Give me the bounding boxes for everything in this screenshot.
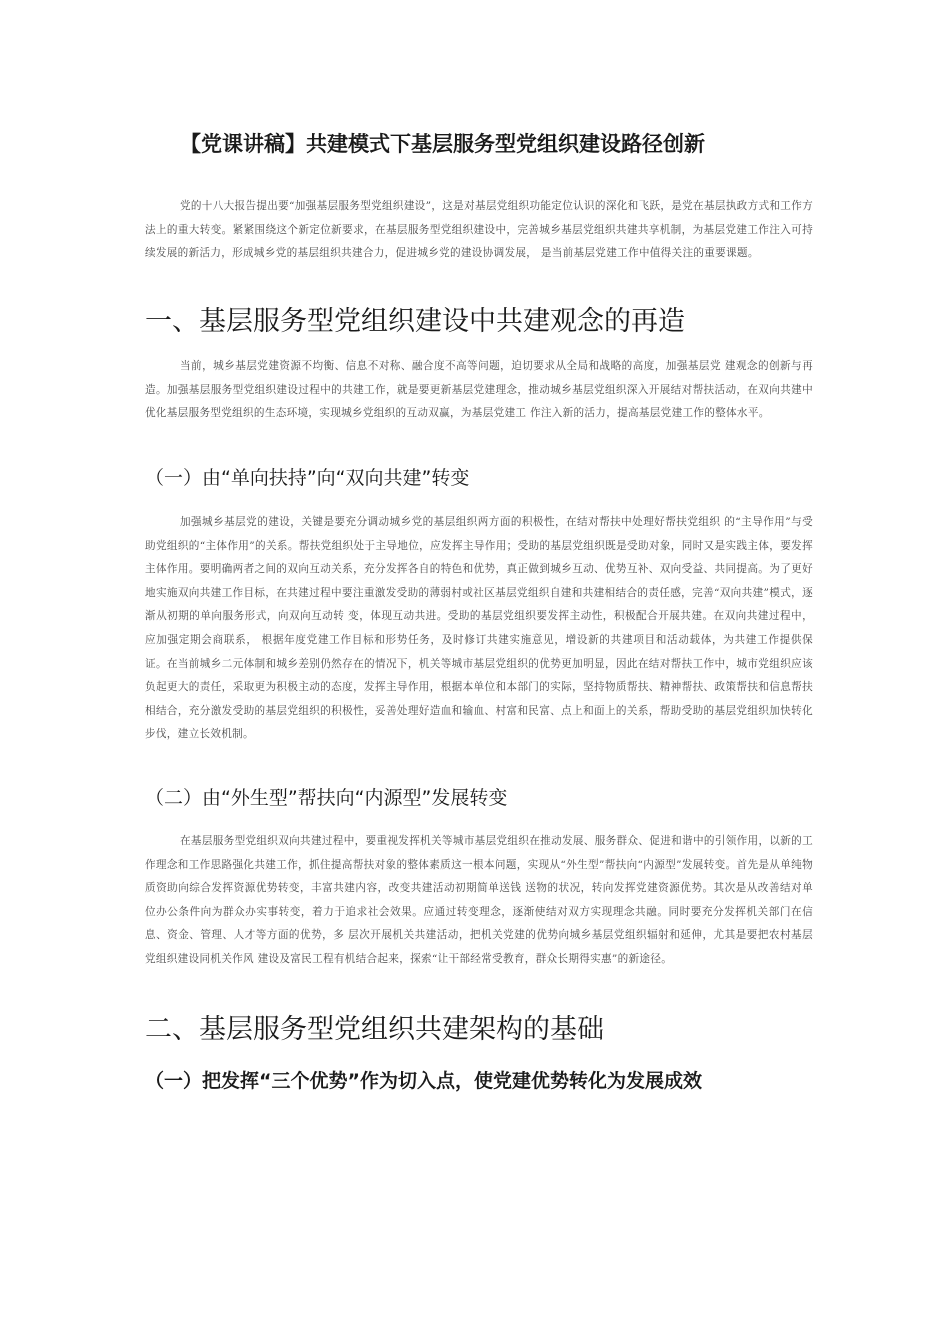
- section-1-subsection-2-heading: （二）由“外生型”帮扶向“内源型”发展转变: [145, 787, 508, 809]
- section-1-subsection-1-paragraph: 加强城乡基层党的建设，关键是要充分调动城乡党的基层组织两方面的积极性，在结对帮扶中处理好帮扶党组织 的“主导作用”与受助党组织的“主体作用”的关系。帮扶党组织处于主导地位，应发挥主导作用；受助的基层党组织既是受助对象，同时又是实践主体，要发挥主体作用。要明确两者之间的双向互动关系，充分发挥各自的特色和优势，真正做到城乡互动、优势互补、双向受益、共同提高。为了更好地实施双向共建工作目标，在共建过程中要注重激发受助的薄弱村或社区基层党组织自建和共建相结合的责任感，完善“双向共建”模式，逐渐从初期的单向服务形式，向双向互动转 变，体现互动共进。受助的基层党组织要发挥主动性，积极配合开展共建。在双向共建过程中，应加强定期会商联系， 根据年度党建工作目标和形势任务，及时修订共建实施意见，增设新的共建项目和活动载体，为共建工作提供保证。在当前城乡二元体制和城乡差别仍然存在的情况下，机关等城市基层党组织的优势更加明显，因此在结对帮扶工作中，城市党组织应该负起更大的责任，采取更为积极主动的态度，发挥主导作用，根据本单位和本部门的实际，坚持物质帮扶、精神帮扶、政策帮扶和信息帮扶相结合，充分激发受助的基层党组织的积极性，妥善处理好造血和输血、村富和民富、点上和面上的关系，帮助受助的基层党组织加快转化步伐，建立长效机制。: [145, 516, 813, 741]
- document-title: 【党课讲稿】共建模式下基层服务型党组织建设路径创新: [180, 132, 705, 156]
- section-2-subsection-1-heading: （一）把发挥“三个优势”作为切入点，使党建优势转化为发展成效: [145, 1070, 702, 1092]
- intro-paragraph: 党的十八大报告提出要“加强基层服务型党组织建设”，这是对基层党组织功能定位认识的深化和飞跃，是党在基层执政方式和工作方法上的重大转变。紧紧围绕这个新定位新要求，在基层服务型党组织建设中，完善城乡基层党组织共建共享机制，为基层党建工作注入可持续发展的新活力，形成城乡党的基层组织共建合力，促进城乡党的建设协调发展， 是当前基层党建工作中值得关注的重要课题。: [145, 200, 813, 260]
- section-1-heading: 一、基层服务型党组织建设中共建观念的再造: [145, 306, 685, 337]
- section-1-subsection-2-paragraph: 在基层服务型党组织双向共建过程中，要重视发挥机关等城市基层党组织在推动发展、服务群众、促进和谐中的引领作用，以新的工作理念和工作思路强化共建工作，抓住提高帮扶对象的整体素质这一根本问题，实现从“外生型”帮扶向“内源型”发展转变。首先是从单纯物质资助向综合发挥资源优势转变，丰富共建内容，改变共建活动初期简单送钱 送物的状况，转向发挥党建资源优势。其次是从改善结对单位办公条件向为群众办实事转变，着力于追求社会效果。应通过转变理念，逐渐使结对双方实现理念共融。同时要充分发挥机关部门在信息、资金、管理、人才等方面的优势，多 层次开展机关共建活动，把机关党建的优势向城乡基层党组织辐射和延伸，尤其是要把农村基层党组织建设同机关作风 建设及富民工程有机结合起来，探索“让干部经常受教育，群众长期得实惠”的新途径。: [145, 835, 813, 965]
- section-1-subsection-1-heading: （一）由“单向扶持”向“双向共建”转变: [145, 467, 470, 489]
- section-2-heading: 二、基层服务型党组织共建架构的基础: [145, 1014, 604, 1045]
- section-1-paragraph: 当前，城乡基层党建资源不均衡、信息不对称、融合度不高等问题，迫切要求从全局和战略的高度，加强基层党 建观念的创新与再造。加强基层服务型党组织建设过程中的共建工作，就是要更新基层党建理念，推动城乡基层党组织深入开展结对帮扶活动，在双向共建中优化基层服务型党组织的生态环境，实现城乡党组织的互动双赢，为基层党建工 作注入新的活力，提高基层党建工作的整体水平。: [145, 360, 813, 420]
